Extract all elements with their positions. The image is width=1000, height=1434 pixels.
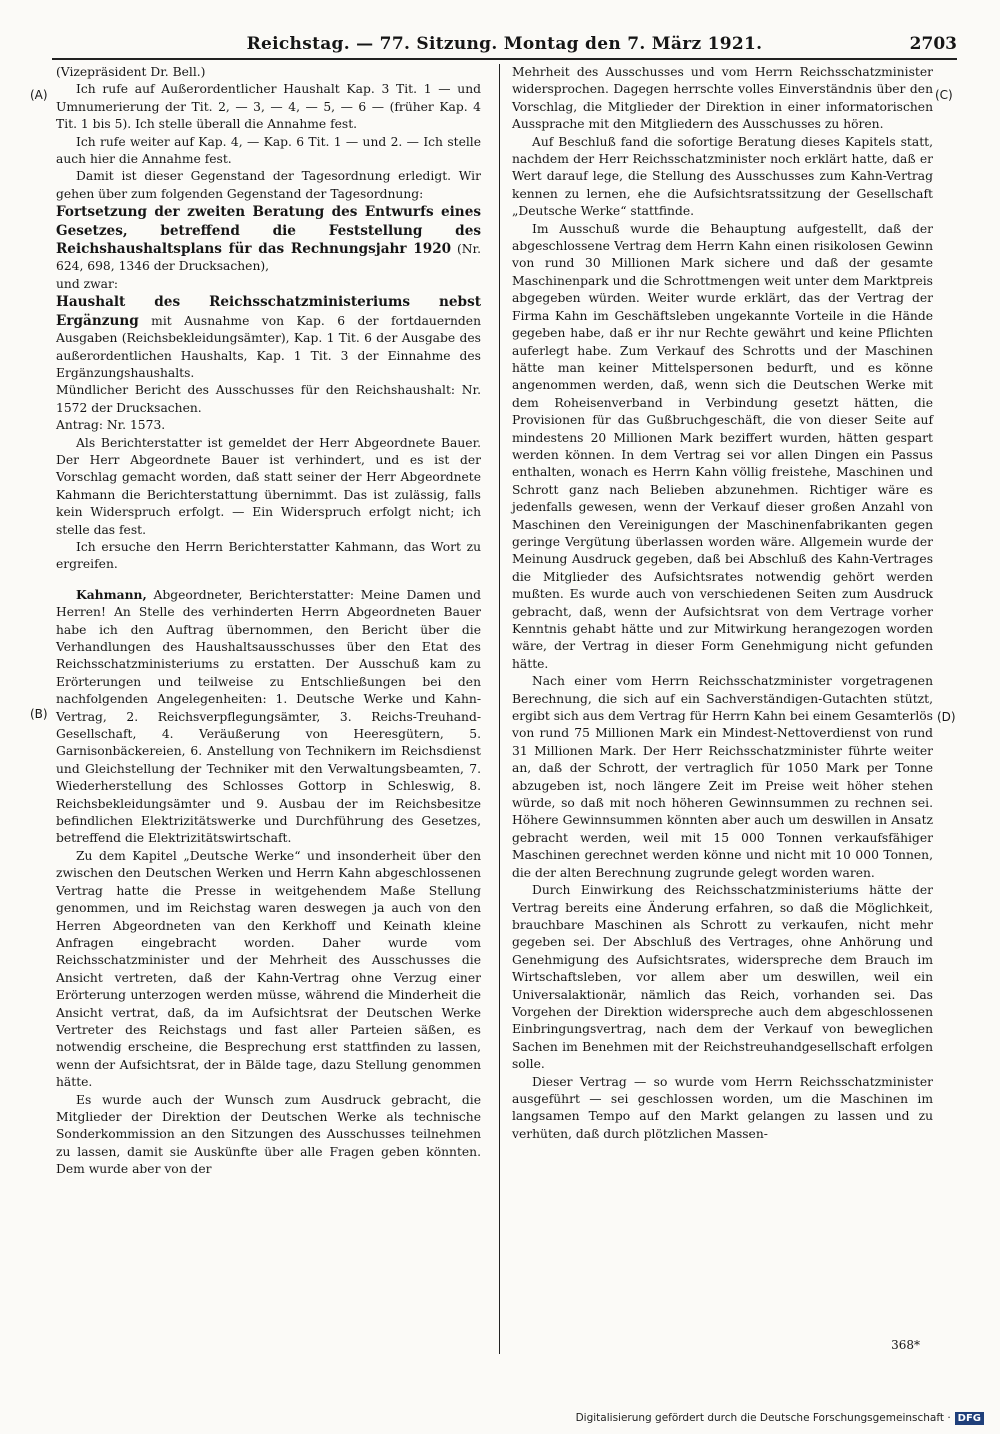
paragraph: Ich ersuche den Herrn Berichterstatter Kahmann, das Wort zu ergreifen.: [56, 539, 481, 572]
page-number: 2703: [909, 34, 957, 54]
paragraph: Im Ausschuß wurde die Behauptung aufgestellt, daß der abgeschlossene Vertrag dem Herrn Kahn einen risikolosen Gewinn von rund 30 Millionen Mark sichere und daß der gesamte Maschinenpark und die Schrottmengen weit unter dem Marktpreis abgegeben würden. Weiter wurde erklärt, das der Vertrag der Firma Kahn im Geschäftsleben ungekannte Vorteile in die Hände gegeben habe, daß er ihr nur Rechte gewährt und keine Pflichten auferlegt habe. Zum Verkauf des Schrotts und der Maschinen hätte man keiner Mittelspersonen bedurft, und es könne angenommen werden, daß, wenn sich die Deutschen Werke mit dem Roheisenverband in Verbindung gesetzt hätten, die Provisionen für das Gußbruchgeschäft, die von dieser Seite auf mindestens 20 Millionen Mark beziffert wurden, hätten gespart werden können. In dem Vertrag sei vor allen Dingen ein Passus enthalten, wonach es Herrn Kahn völlig freistehe, Maschinen und Schrott ganz nach Belieben abzunehmen. Richtiger wäre es jedenfalls gewesen, wenn der Verkauf dieser großen Anzahl von Maschinen den Vereinigungen der Maschinenfabrikanten gegen geringe Vergütung überlassen worden wäre. Allgemein wurde der Meinung Ausdruck gegeben, daß bei Abschluß des Kahn-Vertrages die Mitglieder des Aufsichtsrates notwendig gehört werden mußten. Es wurde auch von verschiedenen Seiten zum Ausdruck gebracht, daß, wenn der Aufsichtsrat von dem Vertrage vorher Kenntnis gehabt hätte und zur Mitwirkung herangezogen worden wäre, der Vertrag in dieser Form Genehmigung nicht gefunden hätte.: [512, 221, 933, 671]
speech-text: Abgeordneter, Berichterstatter: Meine Damen und Herren! An Stelle des verhinderten Herrn Abgeordneten Bauer habe ich den Auftrag übernommen, den Bericht über die Verhandlungen des Haushaltsausschusses über den Etat des Reichsschatzministeriums zu erstatten. Der Ausschuß kam zu Erörterungen und teilweise zu Entschließungen bei den nachfolgenden Angelegenheiten: 1. Deutsche Werke und Kahn-Vertrag, 2. Reichsverpflegungsämter, 3. Reichs-Treuhand-Gesellschaft, 4. Veräußerung von Heeresgütern, 5. Garnisonbäckereien, 6. Anstellung von Technikern im Reichsdienst und Gleichstellung der Techniker mit den Verwaltungsbeamten, 7. Wiederherstellung des Schlosses Gottorp in Schleswig, 8. Reichsbekleidungsämter und 9. Ausbau der im Reichsbesitze befindlichen Elektrizitätswerke und Durchführung des Gesetzes, betreffend die Elektrizitätswirtschaft.: [56, 587, 481, 846]
paragraph: Ich rufe auf Außerordentlicher Haushalt Kap. 3 Tit. 1 — und Umnumerierung der Tit. 2, — 3, — 4, — 5, — 6 — (früher Kap. 4 Tit. 1 bis 5). Ich stelle überall die Annahme fest.: [56, 82, 481, 132]
right-column: [512, 64, 933, 1143]
signature-mark: 368*: [891, 1338, 920, 1352]
paragraph: Zu dem Kapitel „Deutsche Werke“ und insonderheit über den zwischen den Deutschen Werken und Herrn Kahn abgeschlossenen Vertrag hatte die Presse in weitgehendem Maße Stellung genommen, und im Reichstag waren deswegen ja auch von den Herren Abgeordneten van den Kerkhoff und Keinath kleine Anfragen eingebracht worden. Daher wurde vom Reichsschatzminister und der Mehrheit des Ausschusses die Ansicht vertreten, daß der Kahn-Vertrag ohne Verzug einer Erörterung unterzogen werden müsse, während die Minderheit die Ansicht vertrat, daß, da im Aufsichtsrat der Deutschen Werke Vertreter des Reichstags und fast aller Parteien säßen, es notwendig erscheine, die Besprechung erst stattfinden zu lassen, wenn der Aufsichtsrat, der in Bälde tage, dazu Stellung genommen hätte.: [56, 848, 481, 1090]
paragraph: Dieser Vertrag — so wurde vom Herrn Reichsschatzminister ausgeführt — sei geschlossen worden, um die Maschinen im langsamen Tempo auf den Markt gelangen zu lassen und zu verhüten, daß durch plötzlichen Massen-: [512, 1074, 933, 1141]
page-header: [52, 32, 957, 60]
paragraph: Mehrheit des Ausschusses und vom Herrn Reichsschatzminister widersprochen. Dagegen herrschte volles Einverständnis über den Vorschlag, die Mitglieder der Direktion in einer informatorischen Aussprache mit den Mitgliedern des Ausschusses zu hören.: [512, 65, 933, 132]
paragraph: Ich rufe weiter auf Kap. 4, — Kap. 6 Tit. 1 — und 2. — Ich stelle auch hier die Annahme fest.: [56, 134, 481, 167]
paragraph: Damit ist dieser Gegenstand der Tagesordnung erledigt. Wir gehen über zum folgenden Gegenstand der Tagesordnung:: [56, 169, 481, 201]
margin-marker-a: (A): [30, 88, 48, 102]
subitem-text: mit Ausnahme von Kap. 6 der fortdauernden Ausgaben (Reichsbekleidungsämter), Kap. 1 Tit. 6 der Ausgabe des außerordentlichen Haushalts, Kap. 1 Tit. 3 der Einnahme des Ergänzungshaushalts.: [56, 313, 481, 380]
antrag-reference: Antrag: Nr. 1573.: [56, 418, 166, 433]
paragraph: Nach einer vom Herrn Reichsschatzminister vorgetragenen Berechnung, die sich auf ein Sachverständigen-Gutachten stützt, ergibt sich aus dem Vertrag für Herrn Kahn bei einem Gesamterlös von rund 75 Millionen Mark ein Mindest-Nettoverdienst von rund 31 Millionen Mark. Der Herr Reichsschatzminister führte weiter an, daß der Schrott, der vertraglich für 1050 Mark per Tonne abzugeben ist, noch längere Zeit im Preise weit höher stehen würde, so daß mit noch höheren Gewinnsummen zu rechnen sei. Höhere Gewinnsummen könnten aber auch um deswillen in Ansatz gebracht werden, weil mit 15 000 Tonnen verkaufsfähiger Maschinen gerechnet werden könne und nicht mit 10 000 Tonnen, die der alten Berechnung zugrunde gelegt worden waren.: [512, 674, 933, 880]
paragraph: Auf Beschluß fand die sofortige Beratung dieses Kapitels statt, nachdem der Herr Reichsschatzminister noch erklärt hatte, daß er Wert darauf lege, die Stellung des Ausschusses zum Kahn-Vertrag kennen zu lernen, ehe die Aufsichtsratssitzung der Gesellschaft „Deutsche Werke“ stattfinde.: [512, 134, 933, 219]
margin-marker-b: (B): [30, 707, 48, 721]
paragraph: Durch Einwirkung des Reichsschatzministeriums hätte der Vertrag bereits eine Änderung erfahren, so daß die Möglichkeit, brauchbare Maschinen als Schrott zu verkaufen, nicht mehr gegeben sei. Der Abschluß des Vertrages, ohne Anhörung und Genehmigung des Aufsichtsrates, widerspreche dem Brauch im Wirtschaftsleben, vor allem aber um deswillen, weil ein Universalaktionär, nämlich das Reich, vorhanden sei. Das Vorgehen der Direktion widerspreche auch dem abgeschlossenen Einbringungsvertrag, nach dem der Verkauf von beweglichen Sachen im Benehmen mit der Reichstreuhandgesellschaft erfolgen solle.: [512, 883, 933, 1072]
margin-marker-c: (C): [935, 88, 953, 102]
left-column: [56, 64, 481, 1179]
margin-marker-d: (D): [937, 710, 956, 724]
agenda-subitem: [56, 293, 481, 382]
speaker-note: (Vizepräsident Dr. Bell.): [56, 65, 206, 79]
paragraph: Es wurde auch der Wunsch zum Ausdruck gebracht, die Mitglieder der Direktion der Deutschen Werke als technische Sonderkommission an den Sitzungen des Ausschusses teilnehmen zu lassen, damit sie Auskünfte über alle Fragen geben könnten. Dem wurde aber von der: [56, 1092, 481, 1177]
dfg-logo: DFG: [955, 1412, 984, 1425]
agenda-item: [56, 203, 481, 276]
speech-paragraph: [56, 586, 481, 848]
digitization-credit: [576, 1412, 984, 1425]
column-divider: [499, 64, 500, 1354]
agenda-reference: (Nr. 624, 698, 1346 der Drucksachen),: [56, 242, 481, 274]
report-reference: Mündlicher Bericht des Ausschusses für den Reichshaushalt: Nr. 1572 der Drucksachen.: [56, 383, 481, 415]
agenda-title: Fortsetzung der zweiten Beratung des Entwurfs eines Gesetzes, betreffend die Feststellung des Reichshaushaltsplans für das Rechnungsjahr 1920: [56, 204, 481, 258]
und-zwar: und zwar:: [56, 276, 118, 291]
header-title: Reichstag. — 77. Sitzung. Montag den 7. März 1921.: [246, 34, 763, 54]
credit-text: Digitalisierung gefördert durch die Deutsche Forschungsgemeinschaft ·: [575, 1412, 951, 1424]
subitem-title: Haushalt des Reichsschatzministeriums nebst Ergänzung: [56, 294, 481, 329]
speaker-name: Kahmann,: [76, 586, 147, 602]
paragraph: Als Berichterstatter ist gemeldet der Herr Abgeordnete Bauer. Der Herr Abgeordnete Bauer ist verhindert, und es ist der Vorschlag gemacht worden, daß statt seiner der Herr Abgeordnete Kahmann die Berichterstattung übernimmt. Das ist zulässig, falls kein Widerspruch erfolgt. — Ein Widerspruch erfolgt nicht; ich stelle das fest.: [56, 435, 481, 537]
